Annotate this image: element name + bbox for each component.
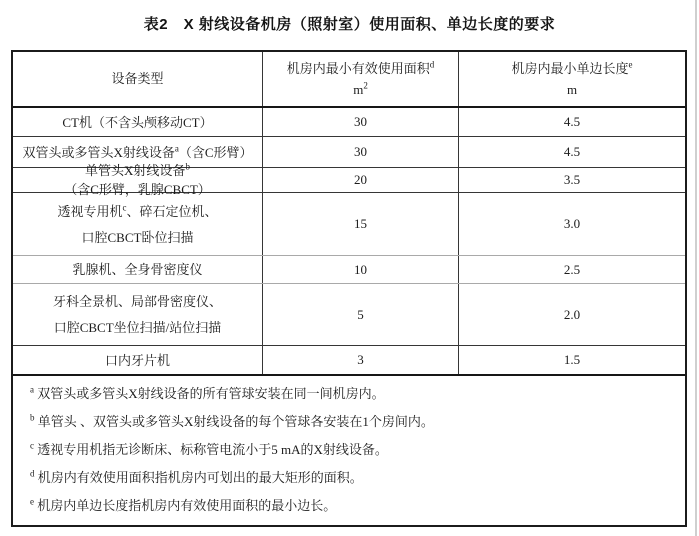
unit-base: m bbox=[566, 82, 578, 97]
table-row-ct bbox=[13, 108, 685, 137]
footnote-d bbox=[30, 469, 675, 487]
device-name-suffix: 、碎石定位机、 bbox=[126, 203, 218, 219]
min-length-value: 4.5 bbox=[563, 144, 581, 159]
min-length-value: 2.5 bbox=[563, 261, 581, 277]
scan-edge-artifact bbox=[695, 0, 697, 536]
device-name: CT机（不含头颅移动CT） bbox=[62, 114, 213, 130]
requirements-table bbox=[11, 50, 687, 527]
header-min-length-text: 机房内最小单边长度 bbox=[511, 61, 629, 76]
min-length-value: 3.5 bbox=[563, 172, 581, 187]
device-name-line2: 口腔CBCT卧位扫描 bbox=[81, 229, 194, 245]
device-name-line1 bbox=[22, 143, 252, 162]
footnote-ref-d: d bbox=[429, 59, 435, 70]
device-name: 牙科全景机、局部骨密度仪、 bbox=[52, 294, 222, 309]
device-name-line1 bbox=[53, 292, 222, 311]
device-name-suffix: （含C形臂，乳腺CBCT） bbox=[64, 182, 211, 197]
footnote-ref: b bbox=[185, 161, 190, 172]
table-title: 表2 X 射线设备机房（照射室）使用面积、单边长度的要求 bbox=[143, 16, 556, 33]
footnote-marker: c bbox=[30, 440, 34, 451]
footnote-text: 透视专用机指无诊断床、标称管电流小于5 mA的X射线设备。 bbox=[37, 442, 388, 457]
footnote-text: 机房内单边长度指机房内有效使用面积的最小边长。 bbox=[37, 498, 337, 513]
device-name-line1 bbox=[105, 351, 170, 370]
header-min-length-label bbox=[511, 60, 632, 78]
min-area-value: 3 bbox=[263, 346, 459, 374]
footnote-c bbox=[30, 441, 675, 459]
unit-base: m bbox=[353, 82, 364, 97]
min-area-value: 5 bbox=[263, 284, 459, 345]
table-row-intraoral bbox=[13, 346, 685, 376]
device-name-line1 bbox=[72, 260, 202, 279]
header-device-type-label: 设备类型 bbox=[111, 71, 164, 86]
footnote-marker: d bbox=[30, 468, 35, 479]
min-length-value: 2.0 bbox=[563, 306, 581, 322]
header-min-area-text: 机房内最小有效使用面积 bbox=[286, 61, 430, 76]
footnote-ref: c bbox=[122, 202, 127, 213]
min-area-value: 10 bbox=[263, 256, 459, 283]
footnote-marker: a bbox=[30, 384, 34, 395]
device-type-cell bbox=[13, 256, 263, 283]
min-length-value: 4.5 bbox=[563, 114, 581, 129]
device-name-line2: 口腔CBCT坐位扫描/站位扫描 bbox=[53, 320, 222, 335]
device-type-cell bbox=[13, 284, 263, 345]
footnote-ref: a bbox=[174, 143, 179, 154]
footnote-text: 机房内有效使用面积指机房内可划出的最大矩形的面积。 bbox=[37, 470, 363, 485]
device-type-cell bbox=[13, 193, 263, 255]
min-area-value: 15 bbox=[263, 193, 459, 255]
device-name: 双管头或多管头X射线设备 bbox=[22, 144, 175, 160]
table-row-mammography bbox=[13, 256, 685, 284]
device-name-suffix: （含C形臂） bbox=[178, 144, 253, 160]
header-min-length bbox=[459, 52, 685, 106]
header-min-length-unit bbox=[567, 82, 577, 98]
device-name-line1 bbox=[62, 113, 212, 132]
min-area-value: 30 bbox=[263, 137, 459, 167]
footnote-b bbox=[30, 413, 675, 431]
device-type-cell bbox=[13, 161, 263, 197]
header-min-area bbox=[263, 52, 459, 106]
device-name: 口内牙片机 bbox=[104, 352, 170, 368]
unit-exponent: 2 bbox=[363, 80, 368, 91]
footnotes-row bbox=[13, 376, 685, 525]
min-length-value: 1.5 bbox=[563, 352, 581, 367]
device-name: 透视专用机 bbox=[57, 203, 123, 219]
footnote-ref-e: e bbox=[628, 59, 633, 70]
footnote-text: 单管头 、双管头或多管头X射线设备的每个管球各安装在1个房间内。 bbox=[37, 414, 434, 429]
device-type-cell bbox=[13, 108, 263, 136]
header-min-area-label bbox=[287, 60, 435, 78]
table-row-single-tube bbox=[13, 161, 685, 197]
min-length-value: 3.0 bbox=[563, 216, 581, 231]
header-device-type bbox=[13, 52, 263, 106]
footnote-marker: b bbox=[30, 412, 35, 423]
device-name-line1 bbox=[57, 202, 217, 221]
device-type-cell bbox=[13, 346, 263, 374]
table-row-dental-panoramic bbox=[13, 284, 685, 346]
min-area-value: 30 bbox=[263, 108, 459, 136]
footnote-text: 双管头或多管头X射线设备的所有管球安装在同一间机房内。 bbox=[37, 386, 385, 401]
table-header-row bbox=[13, 52, 685, 108]
footnote-marker: e bbox=[30, 496, 34, 507]
device-name: 单管头X射线设备 bbox=[85, 163, 186, 178]
footnote-e bbox=[30, 497, 675, 515]
footnote-a bbox=[30, 385, 675, 403]
table-row-fluoroscopy bbox=[13, 193, 685, 256]
min-area-value: 20 bbox=[263, 168, 459, 192]
header-min-area-unit bbox=[353, 82, 368, 98]
device-name: 乳腺机、全身骨密度仪 bbox=[72, 262, 203, 277]
footnotes-cell bbox=[13, 376, 685, 525]
